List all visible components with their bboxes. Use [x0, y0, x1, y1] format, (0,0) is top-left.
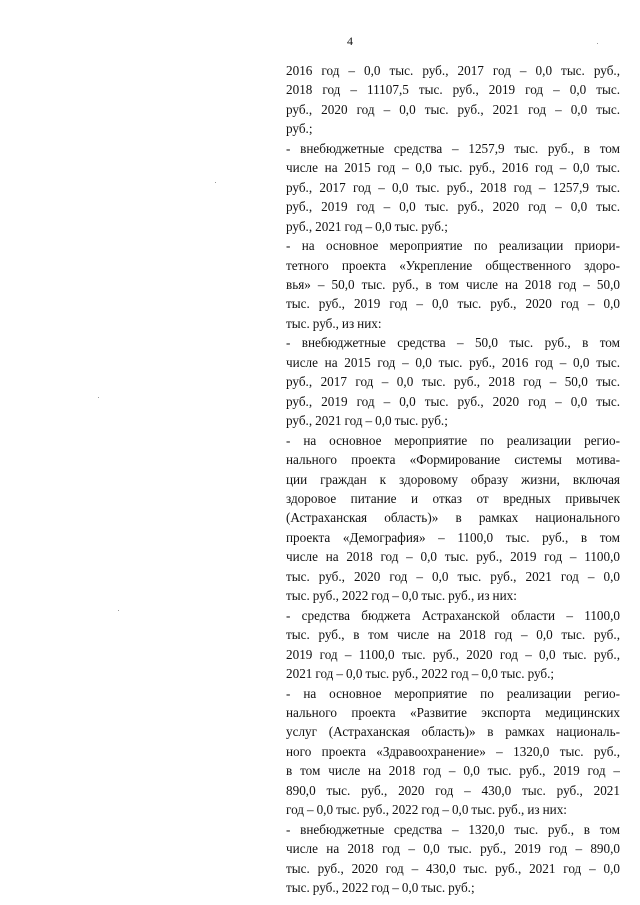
text-line: проекта «Демография» – 1100,0 тыс. руб., в том — [286, 529, 620, 545]
text-column — [286, 61, 620, 897]
scan-speck — [98, 397, 99, 398]
text-line: 890,0 тыс. руб., 2020 год – 430,0 тыс. руб., 2021 — [286, 782, 620, 798]
scan-speck — [597, 43, 598, 44]
text-line: (Астраханская область)» в рамках национального — [286, 510, 620, 526]
text-line: услуг (Астраханская область)» в рамках националь- — [286, 724, 620, 740]
text-line: 2019 год – 1100,0 тыс. руб., 2020 год – 0,0 тыс. руб., — [286, 646, 620, 662]
text-line: нального проекта «Формирование системы мотива- — [286, 452, 620, 468]
text-line: тыс. руб., 2022 год – 0,0 тыс. руб., из них: — [286, 588, 517, 604]
text-line: здоровое питание и отказ от вредных привычек — [286, 490, 620, 506]
text-line: 2018 год – 11107,5 тыс. руб., 2019 год – 0,0 тыс. — [286, 82, 620, 98]
paragraph — [286, 333, 620, 430]
text-line: ции граждан к здоровому образу жизни, включая — [286, 471, 620, 487]
text-line: 2016 год – 0,0 тыс. руб., 2017 год – 0,0 тыс. руб., — [286, 63, 620, 78]
text-line: тыс. руб., в том числе на 2018 год – 0,0 тыс. руб., — [286, 627, 620, 643]
text-line: руб., 2017 год – 0,0 тыс. руб., 2018 год – 50,0 тыс. — [286, 374, 620, 390]
text-line: - внебюджетные средства – 1257,9 тыс. руб., в том — [286, 140, 620, 156]
page-number: 4 — [347, 34, 353, 48]
paragraph — [286, 606, 620, 684]
text-line: - средства бюджета Астраханской области – 1100,0 — [286, 607, 620, 623]
text-line: руб., 2020 год – 0,0 тыс. руб., 2021 год – 0,0 тыс. — [286, 101, 620, 117]
text-line: числе на 2015 год – 0,0 тыс. руб., 2016 год – 0,0 тыс. — [286, 160, 620, 176]
text-line: числе на 2015 год – 0,0 тыс. руб., 2016 год – 0,0 тыс. — [286, 354, 620, 370]
text-line: - внебюджетные средства – 50,0 тыс. руб., в том — [286, 335, 620, 351]
text-line: в том числе на 2018 год – 0,0 тыс. руб., 2019 год – — [286, 763, 620, 779]
text-line: тыс. руб., 2020 год – 0,0 тыс. руб., 2021 год – 0,0 — [286, 568, 620, 584]
text-line: числе на 2018 год – 0,0 тыс. руб., 2019 год – 1100,0 — [286, 549, 620, 565]
paragraph — [286, 684, 620, 820]
text-line: тыс. руб., из них: — [286, 315, 382, 331]
text-line: - внебюджетные средства – 1320,0 тыс. руб., в том — [286, 821, 620, 837]
text-line: год – 0,0 тыс. руб., 2022 год – 0,0 тыс. руб., из них: — [286, 802, 567, 818]
paragraph — [286, 236, 620, 333]
text-line: руб.; — [286, 121, 313, 137]
text-line: 2021 год – 0,0 тыс. руб., 2022 год – 0,0 тыс. руб.; — [286, 666, 555, 682]
text-line: числе на 2018 год – 0,0 тыс. руб., 2019 год – 890,0 — [286, 841, 620, 857]
text-line: руб., 2021 год – 0,0 тыс. руб.; — [286, 413, 448, 429]
text-line: руб., 2021 год – 0,0 тыс. руб.; — [286, 218, 448, 234]
text-line: тыс. руб., 2019 год – 0,0 тыс. руб., 2020 год – 0,0 — [286, 296, 620, 312]
scan-speck — [118, 610, 119, 611]
text-line: руб., 2019 год – 0,0 тыс. руб., 2020 год – 0,0 тыс. — [286, 393, 620, 409]
text-line: руб., 2019 год – 0,0 тыс. руб., 2020 год – 0,0 тыс. — [286, 199, 620, 215]
paragraph — [286, 61, 620, 139]
text-line: руб., 2017 год – 0,0 тыс. руб., 2018 год – 1257,9 тыс. — [286, 179, 620, 195]
text-line: ного проекта «Здравоохранение» – 1320,0 тыс. руб., — [286, 743, 620, 759]
text-line: нального проекта «Развитие экспорта медицинских — [286, 704, 620, 720]
text-line: - на основное мероприятие по реализации приори- — [286, 238, 620, 254]
text-line: вья» – 50,0 тыс. руб., в том числе на 2018 год – 50,0 — [286, 276, 620, 292]
scan-speck — [215, 182, 216, 183]
text-line: - на основное мероприятие по реализации регио- — [286, 432, 620, 448]
text-line: тыс. руб., 2022 год – 0,0 тыс. руб.; — [286, 880, 475, 896]
paragraph — [286, 820, 620, 898]
text-line: тыс. руб., 2020 год – 430,0 тыс. руб., 2021 год – 0,0 — [286, 860, 620, 876]
text-line: тетного проекта «Укрепление общественного здоро- — [286, 257, 620, 273]
text-line: - на основное мероприятие по реализации регио- — [286, 685, 620, 701]
paragraph — [286, 431, 620, 606]
paragraph — [286, 139, 620, 236]
